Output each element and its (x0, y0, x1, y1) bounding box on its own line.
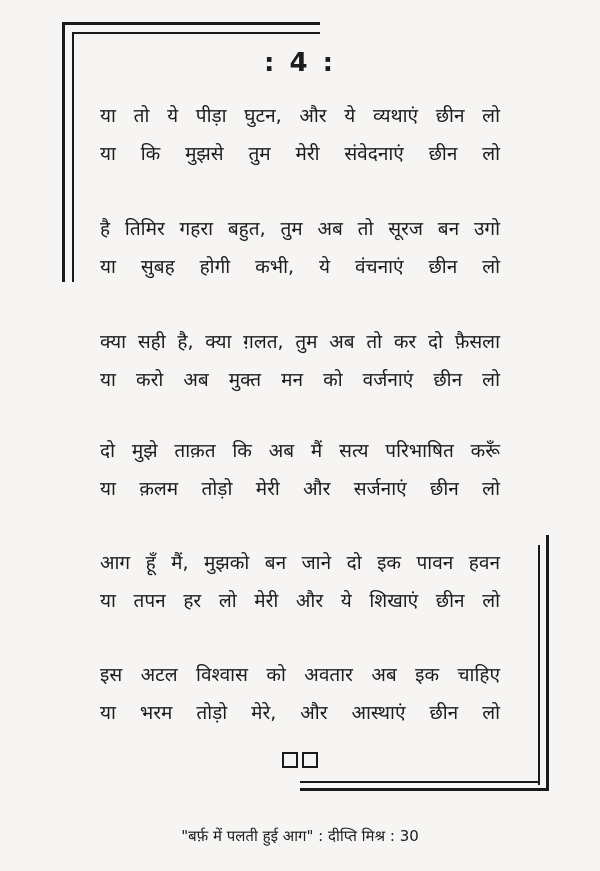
square-icon (282, 752, 298, 768)
verse-line: इस अटल विश्वास को अवतार अब इक चाहिए (100, 664, 500, 686)
square-icon (302, 752, 318, 768)
frame-line-bottom (300, 788, 549, 791)
verse-line: आग हूँ मैं, मुझको बन जाने दो इक पावन हवन (100, 552, 500, 574)
stanza-5 (100, 544, 500, 620)
verse-line: या कि मुझसे तुम मेरी संवेदनाएं छीन लो (100, 143, 500, 165)
page-number: : 4 : (264, 48, 336, 78)
stanza-3 (100, 323, 500, 399)
verse-line: या करो अब मुक्त मन को वर्जनाएं छीन लो (100, 369, 500, 391)
verse-line: या क़लम तोड़ो मेरी और सर्जनाएं छीन लो (100, 478, 500, 500)
verse-line: या तपन हर लो मेरी और ये शिखाएं छीन लो (100, 590, 500, 612)
stanza-2 (100, 210, 500, 286)
verse-line: या भरम तोड़ो मेरे, और आस्थाएं छीन लो (100, 702, 500, 724)
frame-line-top (62, 22, 320, 25)
stanza-1 (100, 97, 500, 173)
page-footer: "बर्फ़ में पलती हुई आग" : दीप्ति मिश्र : 30 (181, 827, 419, 845)
verse-line: दो मुझे ताक़त कि अब मैं सत्य परिभाषित करूँ (100, 440, 500, 462)
end-mark (0, 752, 600, 773)
verse-line: या तो ये पीड़ा घुटन, और ये व्यथाएं छीन लो (100, 105, 500, 127)
frame-line-bottom-inner (300, 781, 540, 783)
verse-line: या सुबह होगी कभी, ये वंचनाएं छीन लो (100, 256, 500, 278)
verse-line: है तिमिर गहरा बहुत, तुम अब तो सूरज बन उगो (100, 218, 500, 240)
frame-line-right-inner (538, 545, 540, 785)
frame-line-top-inner (72, 32, 320, 34)
verse-line: क्या सही है, क्या ग़लत, तुम अब तो कर दो फ़ैसला (100, 331, 500, 353)
stanza-6 (100, 656, 500, 732)
stanza-4 (100, 432, 500, 508)
